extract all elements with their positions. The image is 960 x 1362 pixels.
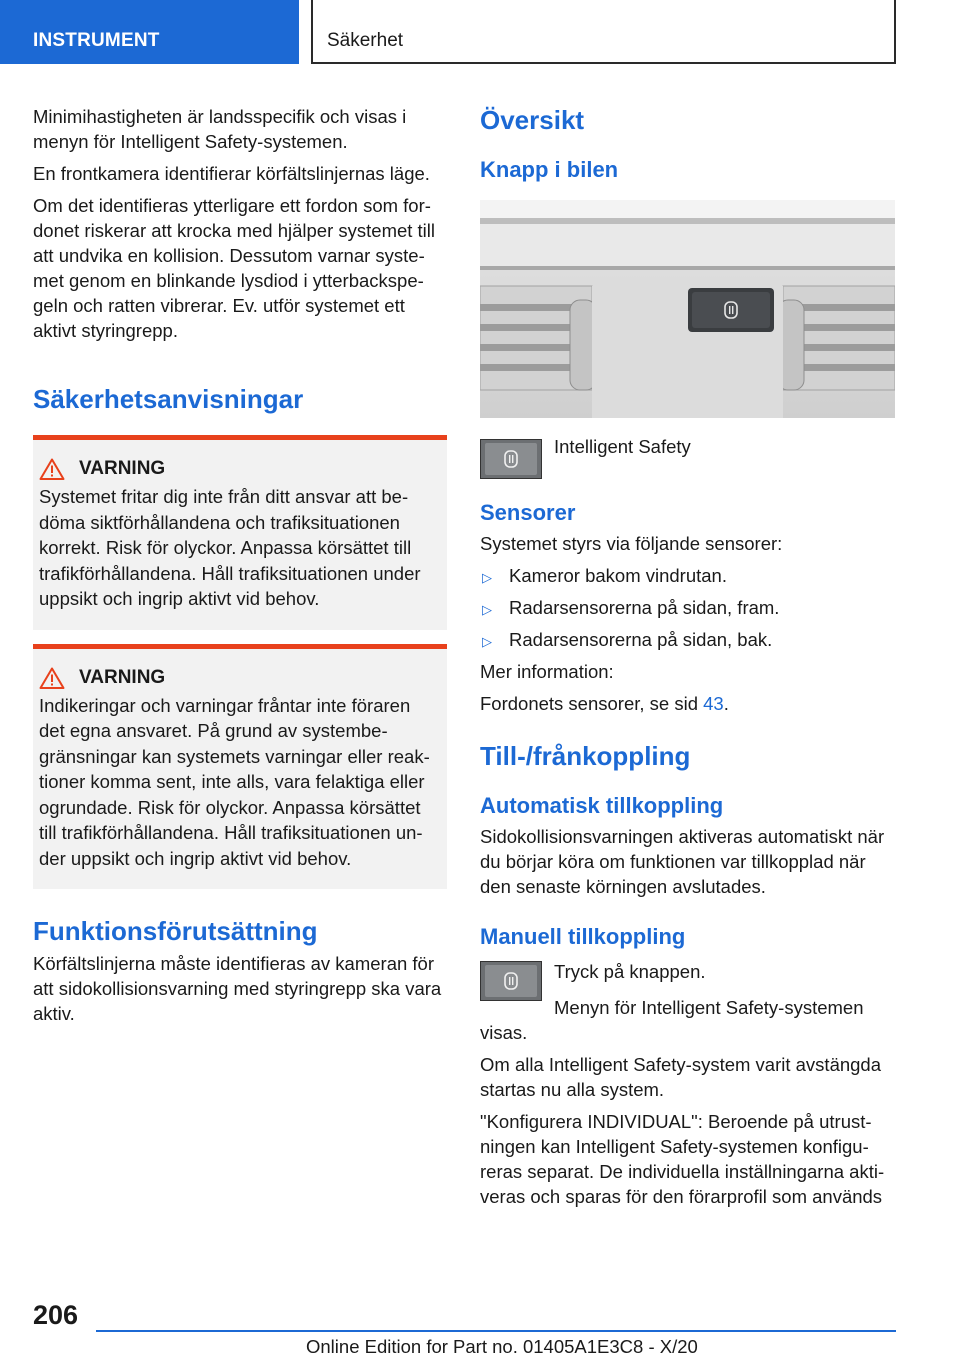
left-column [33,104,447,1033]
triangle-bullet-icon: ▷ [482,602,492,617]
button-legend-row [480,436,896,479]
paragraph-more-info: Mer information: [480,661,614,682]
warning-title-1 [39,458,439,480]
paragraph-vehicle-sensors [480,691,896,716]
paragraph-press-button: Tryck på knappen. [554,961,706,982]
page-number: 206 [33,1300,79,1330]
warning-text-2: Indikeringar och varningar fråntar inte föraren det egna ansvaret. På grund av systembegränsningar kan systemets varningar eller reaktioner komma sent, inte alls, vara felaktiga eller ogrundade. Risk för olyckor. Anpassa körsättet till trafikförhållandena. Håll trafiksituationen under uppsikt och ingrip aktivt vid behov. [39,694,430,869]
warning-text-1: Systemet fritar dig inte från ditt ansvar att bedöma siktförhållandena och trafiksituationen korrekt. Risk för olyckor. Anpassa körsättet till trafikförhållandena. Håll trafiksituationen under uppsikt och ingrip aktivt vid behov. [39,486,421,609]
list-item-text: Radarsensorerna på sidan, bak. [509,629,773,650]
heading-button-in-car: Knapp i bilen [480,157,619,182]
list-item [480,595,896,620]
heading-safety-instructions: Säkerhetsanvisningar [33,384,304,414]
heading-overview: Översikt [480,105,585,135]
footer-edition: Online Edition for Part no. 01405A1E3C8 - X/20 [306,1336,698,1357]
heading-automatic-activation: Automatisk tillkoppling [480,793,724,818]
warning-label: VARNING [79,458,166,479]
heading-function-requirement: Funktionsförutsättning [33,916,318,946]
warning-triangle-icon [39,667,65,689]
paragraph-automatic-activation: Sidokollisionsvarningen aktiveras automatiskt när du börjar köra om funktionen var tillkopplad när den senaste körningen avslutades. [480,826,885,897]
warning-triangle-icon [39,458,65,480]
list-item [480,627,896,652]
warning-box-1 [33,435,447,630]
intelligent-safety-button-icon [480,961,542,1001]
heading-on-off: Till-/frånkoppling [480,741,691,771]
heading-manual-activation: Manuell tillkoppling [480,924,686,949]
vehicle-sensors-period: . [723,693,729,714]
sensor-list [480,563,896,652]
warning-title-2 [39,667,439,689]
section-title: Säkerhet [311,0,896,64]
paragraph-collision: Om det identifieras ytterligare ett fordon som fordonet riskerar att krocka med hjälper systemet till att undvika en kollision. Dessutom varnar systemet genom en blinkande lysdiod i ytterbackspegeln och ratten vibrerar. Ev. utför systemet ett aktivt styringrepp. [33,195,436,341]
triangle-bullet-icon: ▷ [482,634,492,649]
chapter-tab: INSTRUMENT [0,0,299,64]
paragraph-front-camera: En frontkamera identifierar körfältslinjernas läge. [33,163,430,184]
footer-divider [96,1330,896,1332]
right-column [480,104,896,1216]
warning-label: VARNING [79,666,166,688]
heading-sensors: Sensorer [480,500,576,525]
list-item [480,563,896,588]
paragraph-function-requirement: Körfältslinjerna måste identifieras av kameran för att sidokollisionsvarning med styringrepp ska vara aktiv. [33,953,442,1024]
dashboard-button-photo [480,200,895,418]
warning-box-2 [33,644,447,890]
paragraph-sensors: Systemet styrs via följande sensorer: [480,533,783,554]
vehicle-sensors-text: Fordonets sensorer, se sid [480,693,704,714]
paragraph-configure-individual: "Konfigurera INDIVIDUAL": Beroende på utrustningen kan Intelligent Safety-systemen konfigureras separat. De individuella inställningarna aktiveras och sparas för den förarprofil som används [480,1111,885,1207]
button-caption: Intelligent Safety [554,436,691,457]
triangle-bullet-icon: ▷ [482,570,492,585]
list-item-text: Radarsensorerna på sidan, fram. [509,597,780,618]
paragraph-min-speed: Minimihastigheten är landsspecifik och visas i menyn för Intelligent Safety-systemen. [33,106,407,152]
intelligent-safety-button-icon [480,439,542,479]
page-reference-link[interactable]: 43 [703,693,724,714]
paragraph-menu-shown: Menyn för Intelligent Safety-systemen visas. [480,997,864,1043]
list-item-text: Kameror bakom vindrutan. [509,565,727,586]
paragraph-all-systems: Om alla Intelligent Safety-system varit avstängda startas nu alla system. [480,1054,882,1100]
